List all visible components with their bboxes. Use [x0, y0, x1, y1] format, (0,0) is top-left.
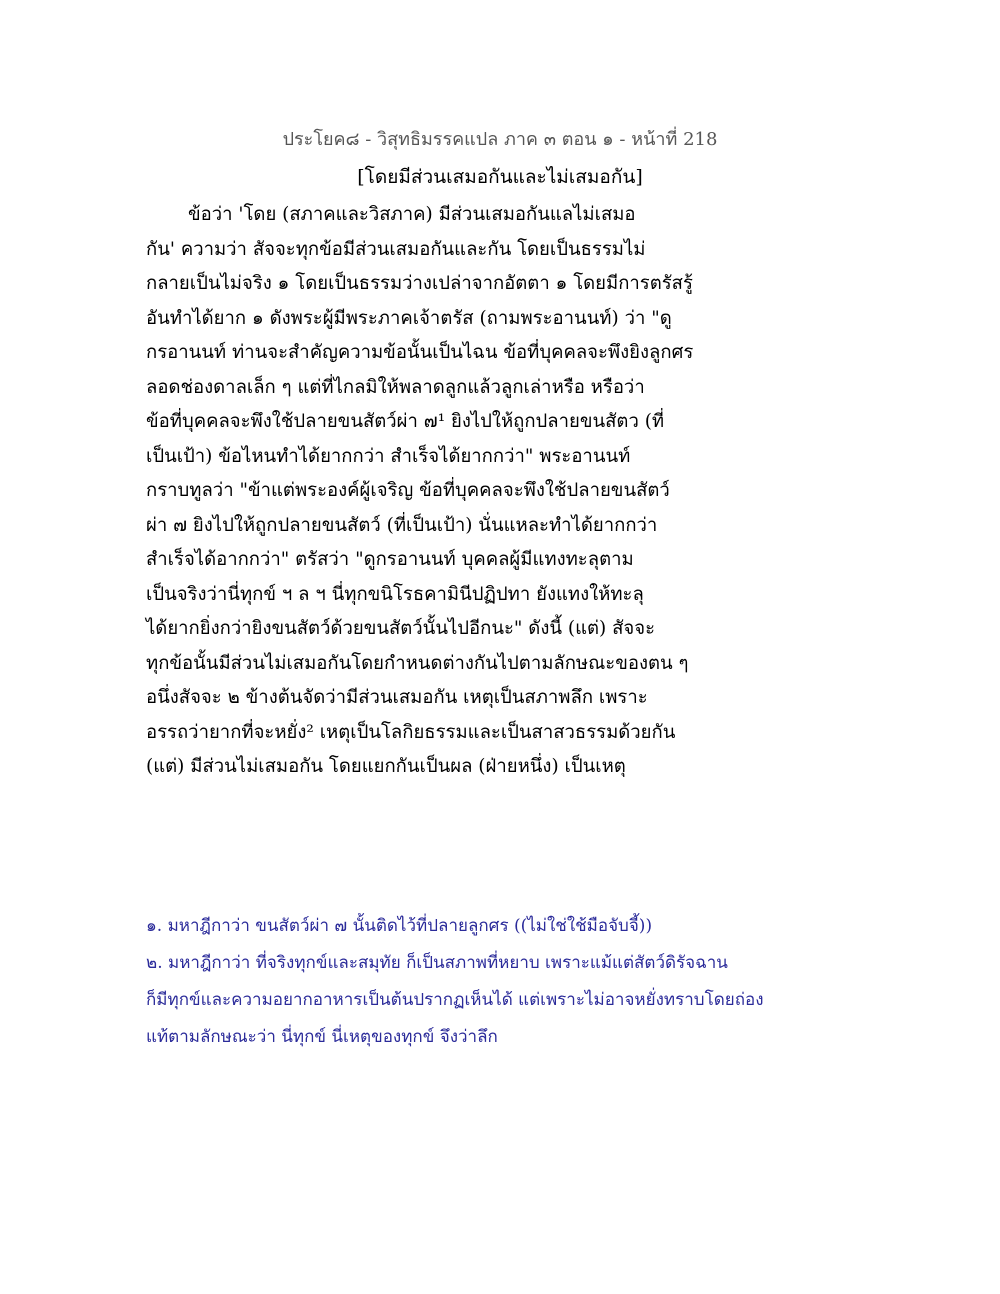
body-line: อนึ่งสัจจะ ๒ ข้างต้นจัดว่ามีส่วนเสมอกัน เหตุเป็นสภาพลึก เพราะ [146, 687, 648, 708]
body-line: กราบทูลว่า "ข้าแต่พระองค์ผู้เจริญ ข้อที่บุคคลจะพึงใช้ปลายขนสัตว์ [146, 480, 670, 501]
footnote-line: แท้ตามลักษณะว่า นี่ทุกข์ นี่เหตุของทุกข์ จึงว่าลึก [146, 1027, 498, 1047]
footnote-line: ก็มีทุกข์และความอยากอาหารเป็นต้นปรากฏเห็นได้ แต่เพราะไม่อาจหยั่งทราบโดยถ่อง [146, 990, 764, 1010]
body-line: ลอดช่องดาลเล็ก ๆ แต่ที่ไกลมิให้พลาดลูกแล้วลูกเล่าหรือ หรือว่า [146, 376, 645, 398]
body-line: อรรถว่ายากที่จะหยั่ง² เหตุเป็นโลกิยธรรมและเป็นสาสวธรรมด้วยกัน [146, 721, 676, 743]
running-title: ประโยค๘ - วิสุทธิมรรคแปล ภาค ๓ ตอน ๑ - หน้าที่ 218 [282, 129, 718, 150]
body-line: (แต่) มีส่วนไม่เสมอกัน โดยแยกกันเป็นผล (ฝ่ายหนึ่ง) เป็นเหตุ [146, 756, 626, 777]
footnotes [146, 908, 786, 1056]
body-line: กัน' ความว่า สัจจะทุกข้อมีส่วนเสมอกันและกัน โดยเป็นธรรมไม่ [146, 238, 646, 260]
body-line: ได้ยากยิ่งกว่ายิงขนสัตว์ด้วยขนสัตว์นั้นไปอีกนะ" ดังนี้ (แต่) สัจจะ [146, 618, 656, 639]
footnote-line: ๒. มหาฎีกาว่า ที่จริงทุกข์และสมุทัย ก็เป็นสภาพที่หยาบ เพราะแม้แต่สัตว์ดิรัจฉาน [146, 953, 728, 973]
body-line: เป็นเป้า) ข้อไหนทำได้ยากกว่า สำเร็จได้ยากกว่า" พระอานนท์ [146, 445, 631, 467]
body-line: อันทำได้ยาก ๑ ดังพระผู้มีพระภาคเจ้าตรัส (ถามพระอานนท์) ว่า "ดู [146, 307, 672, 329]
section-title: [โดยมีส่วนเสมอกันและไม่เสมอกัน] [357, 166, 643, 188]
body-line: สำเร็จได้อากกว่า" ตรัสว่า "ดูกรอานนท์ บุคคลผู้มีแทงทะลุตาม [146, 549, 634, 570]
body-line: ทุกข้อนั้นมีส่วนไม่เสมอกันโดยกำหนดต่างกันไปตามลักษณะของตน ๆ [146, 652, 689, 674]
body-line: เป็นจริงว่านี่ทุกข์ ฯ ล ฯ นี่ทุกขนิโรธคามินีปฏิปทา ยังแทงให้ทะลุ [146, 583, 644, 605]
body-line: ข้อว่า 'โดย (สภาคและวิสภาค) มีส่วนเสมอกันแลไม่เสมอ [188, 204, 636, 225]
body-line: ข้อที่บุคคลจะพึงใช้ปลายขนสัตว์ผ่า ๗¹ ยิงไปให้ถูกปลายขนสัตว (ที่ [146, 411, 665, 432]
body-line: กรอานนท์ ท่านจะสำคัญความข้อนั้นเป็นไฉน ข้อที่บุคคลจะพึงยิงลูกศร [146, 342, 694, 363]
footnote-line: ๑. มหาฎีกาว่า ขนสัตว์ผ่า ๗ นั้นติดไว้ที่ปลายลูกศร ((ไม่ใช่ใช้มือจับจี้)) [146, 916, 653, 936]
running-header [0, 124, 1000, 153]
body-line: ผ่า ๗ ยิงไปให้ถูกปลายขนสัตว์ (ที่เป็นเป้า) นั่นแหละทำได้ยากกว่า [146, 514, 658, 536]
body-paragraph [146, 198, 716, 785]
body-line: กลายเป็นไม่จริง ๑ โดยเป็นธรรมว่างเปล่าจากอัตตา ๑ โดยมีการตรัสรู้ [146, 273, 693, 294]
